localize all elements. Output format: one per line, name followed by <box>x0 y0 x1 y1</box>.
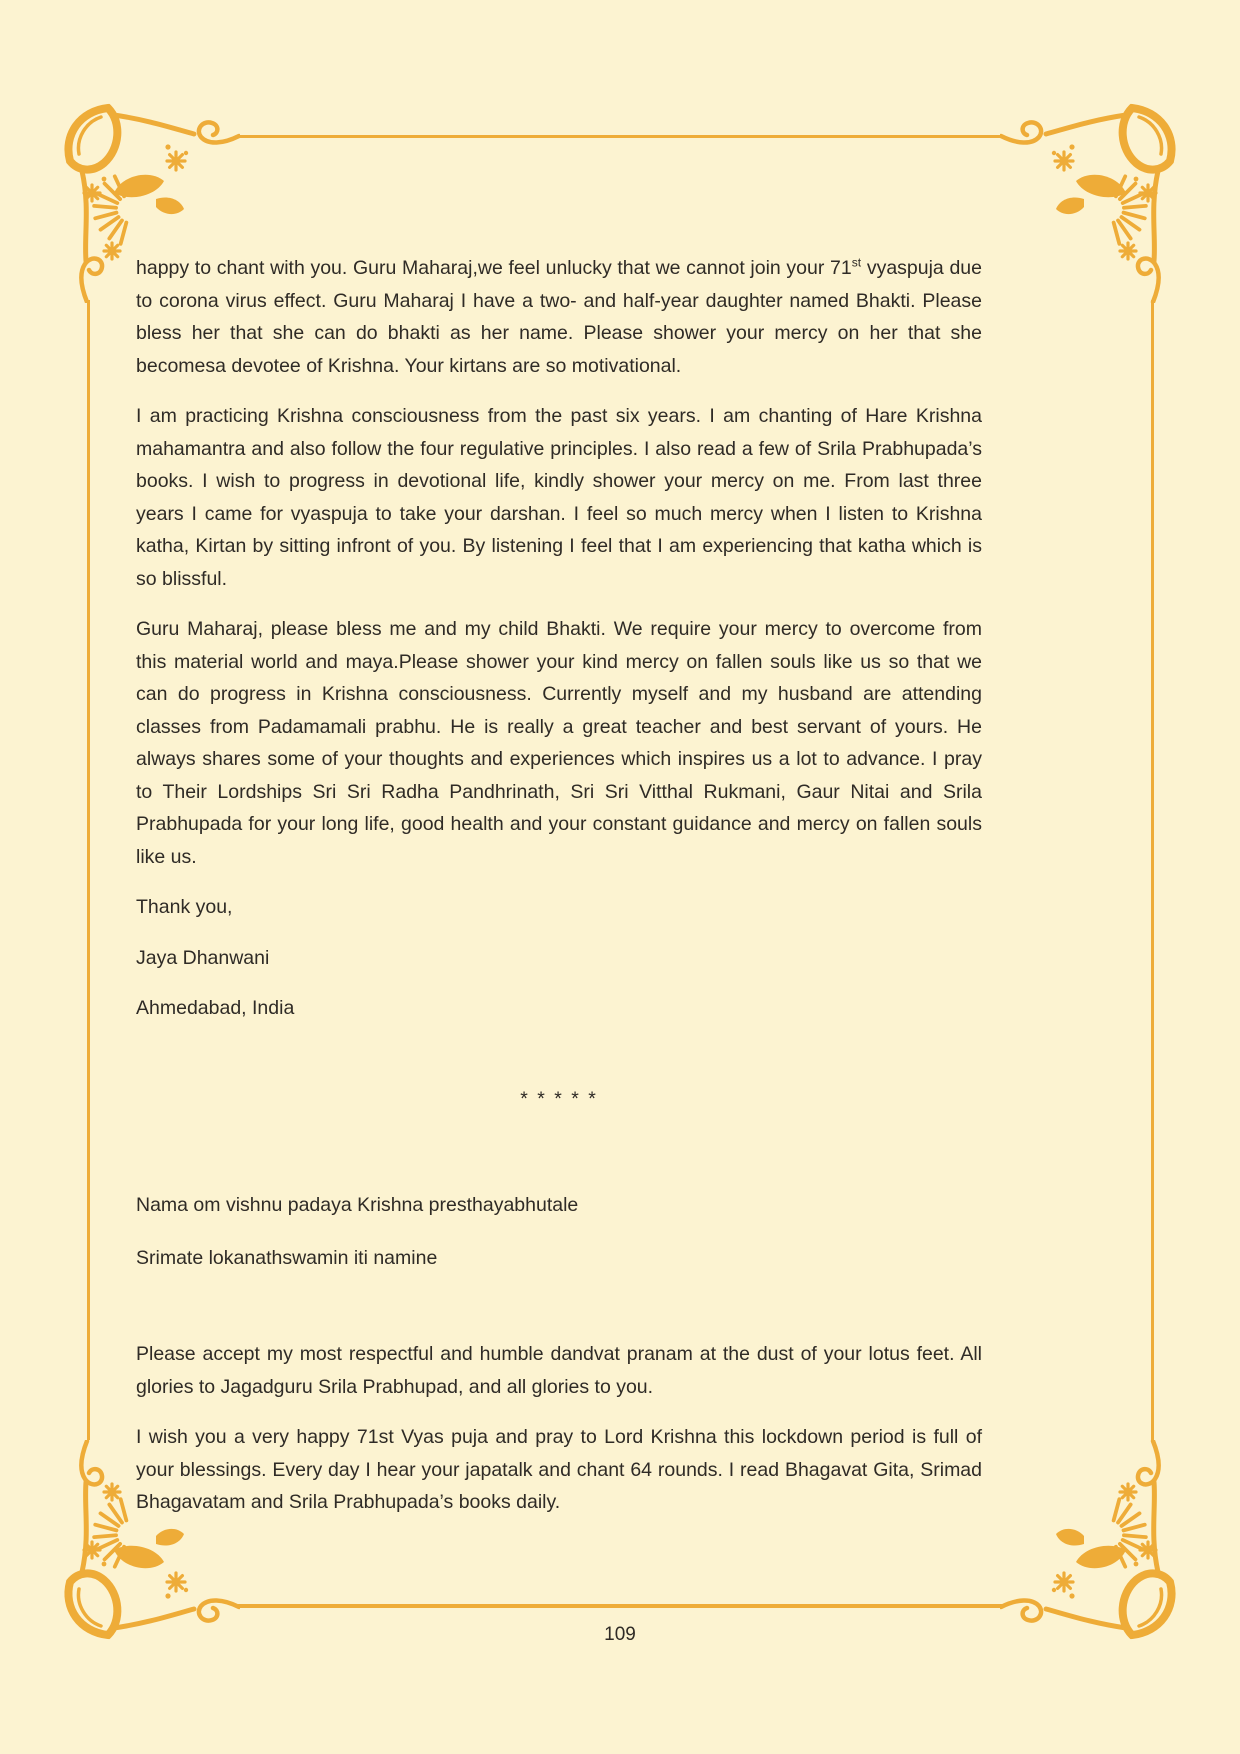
floral-corner-bottom-right-icon <box>1000 1440 1180 1640</box>
page-number: 109 <box>604 1624 636 1645</box>
mantra-line-1: Nama om vishnu padaya Krishna presthayabhutale <box>136 1194 579 1216</box>
letter1-paragraph-1-continued: vyaspuja due to corona virus effect. Guru Maharaj I have a two- and half-year daughter named Bhakti. Please bless her that she can do bhakti as her name. Please shower your mercy on her that she becomesa devotee of Krishna. Your kirtans are so motivational. <box>136 257 982 377</box>
letter-content <box>136 252 982 1537</box>
floral-corner-top-right-icon <box>1000 103 1180 303</box>
mantra-line-2: Srimate lokanathswamin iti namine <box>136 1246 438 1269</box>
letter1-closing: Thank you, <box>136 896 233 918</box>
letter1-signature-name: Jaya Dhanwani <box>136 946 270 969</box>
frame-bottom-line <box>238 1604 1002 1608</box>
frame-right-line <box>1151 300 1154 1440</box>
frame-top-line <box>238 135 1002 138</box>
ordinal-superscript: st <box>851 255 862 270</box>
letter2-paragraph-1: Please accept my most respectful and humble dandvat pranam at the dust of your lotus feet. All glories to Jagadguru Srila Prabhupad, and all glories to you. <box>136 1343 982 1398</box>
letter1-signature-location: Ahmedabad, India <box>136 997 295 1019</box>
frame-left-line <box>87 300 90 1440</box>
letter1-paragraph-1 <box>136 252 982 382</box>
letter2-paragraph-2: I wish you a very happy 71st Vyas puja and pray to Lord Krishna this lockdown period is full of your blessings. Every day I hear your japatalk and chant 64 rounds. I read Bhagavat Gita, Srimad Bhagavatam and Srila Prabhupada’s books daily. <box>136 1426 982 1513</box>
separator-stars: * * * * * <box>520 1087 598 1110</box>
letter1-paragraph-2: I am practicing Krishna consciousness from the past six years. I am chanting of Hare Krishna mahamantra and also follow the four regulative principles. I also read a few of Srila Prabhupada’s books. I wish to progress in devotional life, kindly shower your mercy on me. From last three years I came for vyaspuja to take your darshan. I feel so much mercy when I listen to Krishna katha, Kirtan by sitting infront of you. By listening I feel that I am experiencing that katha which is so blissful. <box>136 405 982 590</box>
letter1-paragraph-3: Guru Maharaj, please bless me and my child Bhakti. We require your mercy to overcome from this material world and maya.Please shower your kind mercy on fallen souls like us so that we can do progress in Krishna consciousness. Currently myself and my husband are attending classes from Padamamali prabhu. He is really a great teacher and best servant of yours. He always shares some of your thoughts and experiences which inspires us a lot to advance. I pray to Their Lordships Sri Sri Radha Pandhrinath, Sri Sri Vitthal Rukmani, Gaur Nitai and Srila Prabhupada for your long life, good health and your constant guidance and mercy on fallen souls like us. <box>136 618 982 868</box>
letter1-paragraph-1-text: happy to chant with you. Guru Maharaj,we feel unlucky that we cannot join your 71 <box>136 257 852 279</box>
